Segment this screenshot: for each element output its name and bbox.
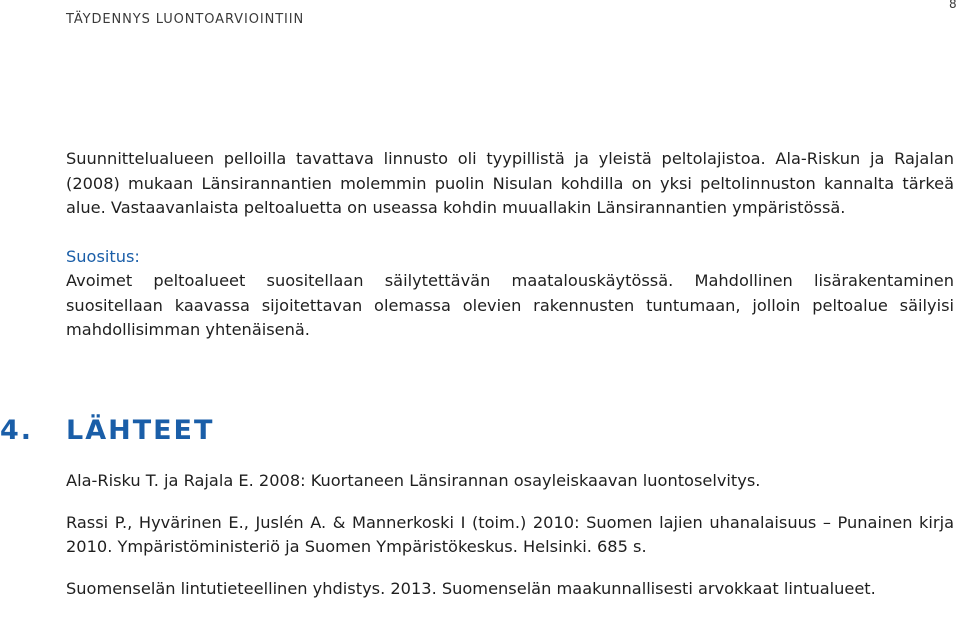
reference-item: Rassi P., Hyvärinen E., Juslén A. & Mannerkoski I (toim.) 2010: Suomen lajien uhanalaisuus – Punainen kirja 2010. Ympäristöministeriö ja Suomen Ympäristökeskus. Helsinki. 685 s.	[66, 512, 954, 556]
recommendation-text: Avoimet peltoalueet suositellaan säilytettävän maatalouskäytössä. Mahdollinen lisärakentaminen suositellaan kaavassa sijoitettavan olemassa olevien rakennusten tuntumaan, jolloin peltoalue säilyisi mahdollisimman yhtenäisenä.	[66, 271, 954, 339]
reference-item: Ala-Risku T. ja Rajala E. 2008: Kuortaneen Länsirannan osayleiskaavan luontoselvitys.	[66, 471, 761, 490]
page-number: 8	[949, 0, 957, 11]
reference-item: Suomenselän lintutieteellinen yhdistys. 2013. Suomenselän maakunnallisesti arvokkaat lintualueet.	[66, 578, 876, 598]
document-body	[0, 147, 954, 598]
recommendation-block	[66, 245, 954, 343]
running-header: TÄYDENNYS LUONTOARVIOINTIIN	[66, 12, 305, 27]
section-number: 4.	[0, 415, 34, 446]
section-title: LÄHTEET	[66, 415, 215, 446]
recommendation-title: Suositus:	[66, 246, 140, 266]
body-paragraph: Suunnittelualueen pelloilla tavattava linnusto oli tyypillistä ja yleistä peltolajistoa. Ala-Riskun ja Rajalan (2008) mukaan Länsirannantien molemmin puolin Nisulan kohdilla on yksi peltolinnuston kannalta tärkeä alue. Vastaavanlaista peltoaluetta on useassa kohdin muuallakin Länsirannantien ympäristössä.	[66, 149, 954, 217]
reference-list	[66, 469, 954, 601]
section-heading	[0, 415, 215, 447]
